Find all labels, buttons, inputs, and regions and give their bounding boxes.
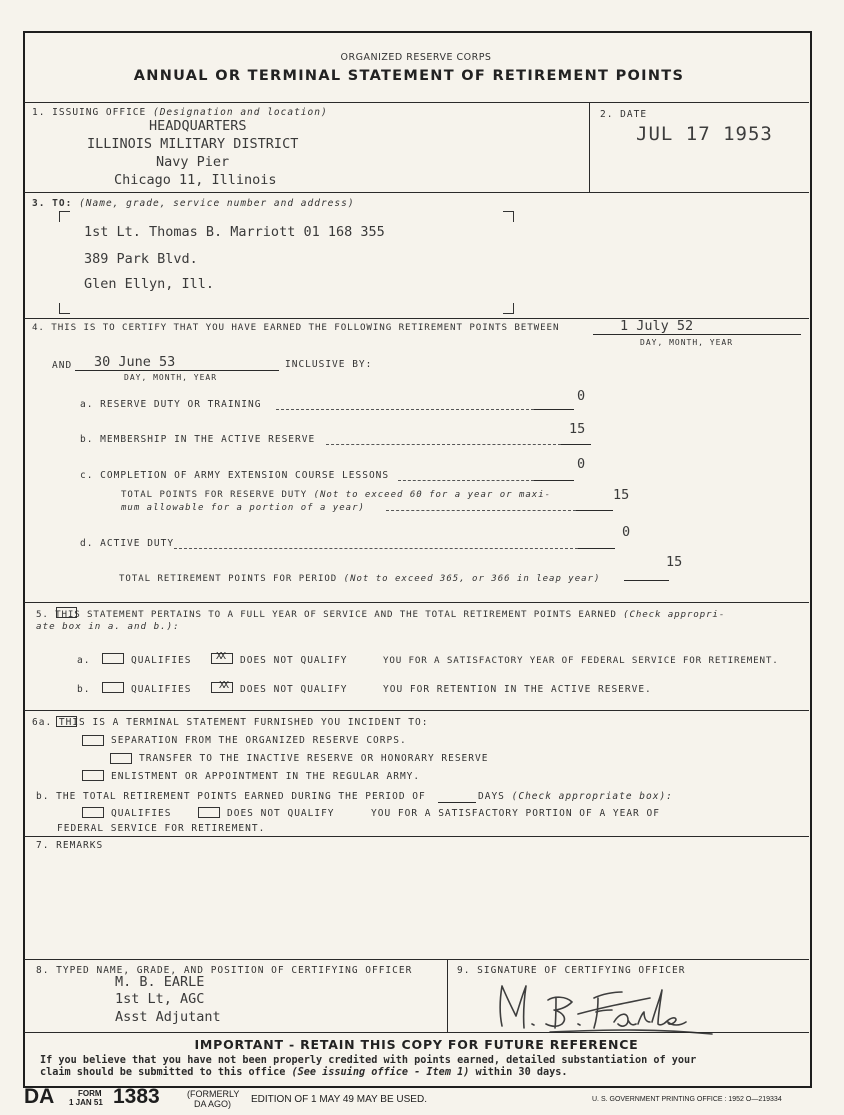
period-to-date: 30 June 53 [94,354,176,370]
typed-x-mark: XX [216,651,225,662]
dotted-leader [276,409,534,410]
total-reserve-value: 15 [613,487,630,503]
enlistment-label: ENLISTMENT OR APPOINTMENT IN THE REGULAR ARMY. [111,771,421,782]
total-retirement-label: TOTAL RETIREMENT POINTS FOR PERIOD (Not to exceed 365, or 366 in leap year) [119,574,601,584]
signature-label: 9. SIGNATURE OF CERTIFYING OFFICER [457,965,686,976]
transfer-label: TRANSFER TO THE INACTIVE RESERVE OR HONORARY RESERVE [139,753,489,764]
issuing-office-line: Chicago 11, Illinois [114,172,277,188]
points-extension-value: 0 [577,456,586,472]
date-label: 2. DATE [600,109,648,120]
notice-text: If you believe that you have not been properly credited with points earned, detailed substantiation of your [40,1055,697,1066]
notice-text: claim should be submitted to this office (See issuing office - Item 1) within 30 days. [40,1067,568,1078]
separation-checkbox[interactable] [82,735,104,746]
officer-line: Asst Adjutant [115,1009,221,1025]
dotted-leader [174,548,578,549]
does-not-qualify-label: DOES NOT QUALIFY [227,808,335,819]
addressee-line: 1st Lt. Thomas B. Marriott 01 168 355 [84,224,385,240]
divider [24,602,809,603]
qualifies-label: QUALIFIES [131,684,192,695]
transfer-checkbox[interactable] [110,753,132,764]
portion-not-qualify-checkbox[interactable] [198,807,220,818]
item5-text: 5. THIS STATEMENT PERTAINS TO A FULL YEAR OF SERVICE AND THE TOTAL RETIREMENT POINTS EARNED (Check appropri- [36,609,726,620]
issuing-office-line: ILLINOIS MILITARY DISTRICT [87,136,299,152]
value-underline [534,409,574,410]
points-membership-label: b. MEMBERSHIP IN THE ACTIVE RESERVE [80,434,316,445]
corner-bracket [59,211,70,222]
separation-label: SEPARATION FROM THE ORGANIZED RESERVE CORPS. [111,735,407,746]
addressee-line: 389 Park Blvd. [84,251,198,267]
divider [24,710,809,711]
dotted-leader [326,444,561,445]
days-blank [438,802,476,803]
total-reserve-label: mum allowable for a portion of a year) [121,503,365,513]
value-underline [578,548,615,549]
qualifies-label: QUALIFIES [111,808,172,819]
enlistment-checkbox[interactable] [82,770,104,781]
printer-note: U. S. GOVERNMENT PRINTING OFFICE : 1952 O—219334 [592,1096,782,1103]
divider [24,102,809,103]
and-label: AND [52,360,73,371]
item6b-text: b. THE TOTAL RETIREMENT POINTS EARNED DURING THE PERIOD OF [36,791,426,802]
signature [490,978,720,1040]
issuing-office-line: Navy Pier [156,154,230,170]
issuing-office-label: 1. ISSUING OFFICE (Designation and location) [32,107,328,118]
date-caption: DAY, MONTH, YEAR [124,373,218,382]
divider [24,959,809,960]
form-label: FORM [78,1089,102,1098]
officer-line: 1st Lt, AGC [115,991,205,1007]
formerly-label: DA AGO) [194,1099,232,1109]
does-not-qualify-label: DOES NOT QUALIFY [240,684,348,695]
value-underline [624,580,669,581]
retention-text: YOU FOR RETENTION IN THE ACTIVE RESERVE. [383,684,652,695]
value-underline [561,444,591,445]
form-title: ANNUAL OR TERMINAL STATEMENT OF RETIREMENT POINTS [133,68,685,84]
issuing-office-line: HEADQUARTERS [149,118,247,134]
total-reserve-label: TOTAL POINTS FOR RESERVE DUTY (Not to exceed 60 for a year or maxi- [121,490,552,500]
points-extension-label: c. COMPLETION OF ARMY EXTENSION COURSE LESSONS [80,470,390,481]
formerly-label: (FORMERLY [187,1089,240,1099]
remarks-label: 7. REMARKS [36,840,104,851]
inclusive-label: INCLUSIVE BY: [285,359,373,370]
addressee-line: Glen Ellyn, Ill. [84,276,215,292]
officer-line: M. B. EARLE [115,974,205,990]
corps-label: ORGANIZED RESERVE CORPS [340,52,492,63]
date-underline [75,370,279,371]
divider [589,102,590,192]
item6a-text: 6a. THIS IS A TERMINAL STATEMENT FURNISHED YOU INCIDENT TO: [32,717,429,728]
to-label: 3. TO: (Name, grade, service number and address) [32,198,355,209]
portion-text: YOU FOR A SATISFACTORY PORTION OF A YEAR OF [371,808,660,819]
points-membership-value: 15 [569,421,586,437]
date-stamp: JUL 17 1953 [636,123,773,145]
dotted-leader [386,510,576,511]
points-active-duty-label: d. ACTIVE DUTY [80,538,175,549]
portion-qualifies-checkbox[interactable] [82,807,104,818]
points-reserve-duty-label: a. RESERVE DUTY OR TRAINING [80,399,262,410]
corner-bracket [503,211,514,222]
does-not-qualify-label: DOES NOT QUALIFY [240,655,348,666]
date-underline [593,334,801,335]
period-from-date: 1 July 52 [620,318,694,334]
value-underline [534,480,574,481]
total-retirement-value: 15 [666,554,683,570]
certify-text: 4. THIS IS TO CERTIFY THAT YOU HAVE EARNED THE FOLLOWING RETIREMENT POINTS BETWEEN [32,322,560,333]
divider [447,959,448,1032]
row-prefix: a. [77,655,91,666]
retention-qualifies-checkbox[interactable] [102,682,124,693]
form-number: 1383 [113,1085,160,1108]
date-caption: DAY, MONTH, YEAR [640,338,734,347]
typed-x-mark: XX [219,680,228,691]
certifying-officer-label: 8. TYPED NAME, GRADE, AND POSITION OF CERTIFYING OFFICER [36,965,413,976]
corner-bracket [503,303,514,314]
qualifies-label: QUALIFIES [131,655,192,666]
satisfactory-year-text: YOU FOR A SATISFACTORY YEAR OF FEDERAL SERVICE FOR RETIREMENT. [383,655,779,666]
value-underline [576,510,613,511]
points-active-duty-value: 0 [622,524,631,540]
satisfactory-year-qualifies-checkbox[interactable] [102,653,124,664]
row-prefix: b. [77,684,91,695]
edition-note: EDITION OF 1 MAY 49 MAY BE USED. [251,1094,427,1105]
form-border [23,31,812,1088]
points-reserve-duty-value: 0 [577,388,586,404]
item6b-days: DAYS (Check appropriate box): [478,791,673,802]
portion-text: FEDERAL SERVICE FOR RETIREMENT. [57,823,266,834]
da-label: DA [24,1085,55,1108]
divider [24,1032,809,1033]
item5-text: ate box in a. and b.): [36,621,180,632]
corner-bracket [59,303,70,314]
form-date: 1 JAN 51 [69,1098,103,1107]
dotted-leader [398,480,534,481]
divider [24,836,809,837]
important-notice-title: IMPORTANT - RETAIN THIS COPY FOR FUTURE REFERENCE [194,1037,639,1052]
divider [24,192,809,193]
